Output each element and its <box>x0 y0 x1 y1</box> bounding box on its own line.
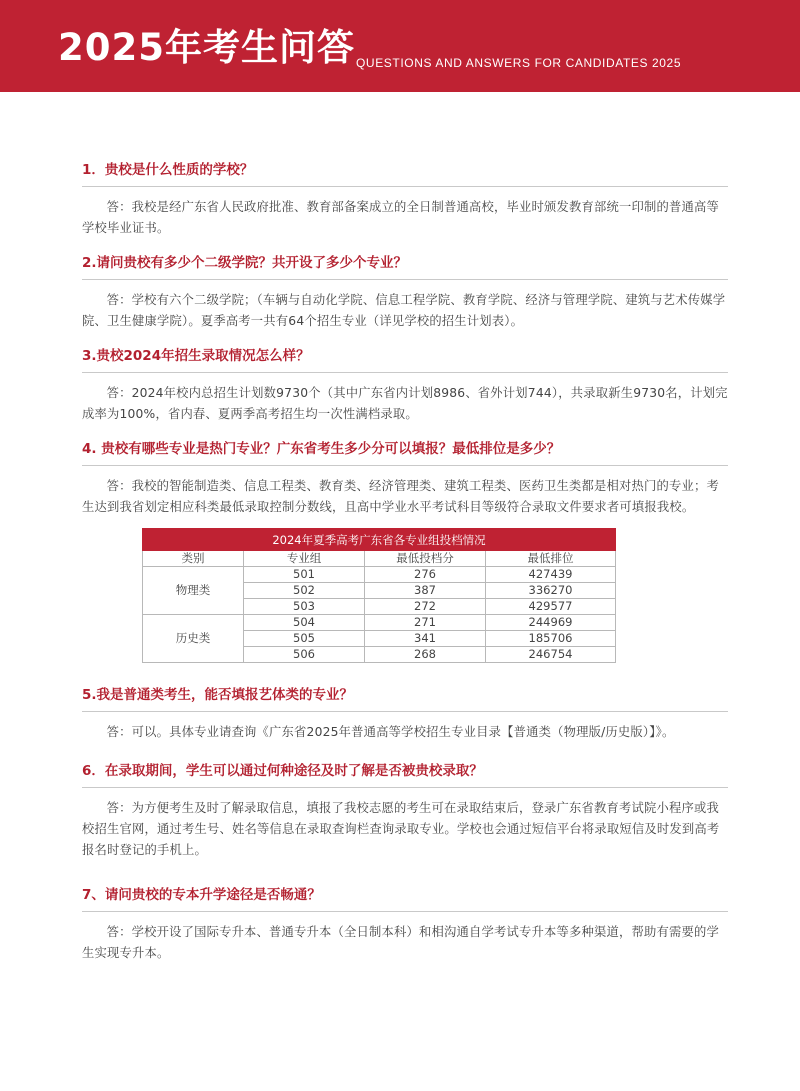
admission-table-wrap <box>142 528 616 663</box>
table-cell: 341 <box>365 631 486 647</box>
table-cell: 276 <box>365 567 486 583</box>
table-row <box>143 615 616 631</box>
page-title: 2025年考生问答 <box>58 26 355 69</box>
table-caption: 2024年夏季高考广东省各专业组投档情况 <box>143 529 616 551</box>
table-cell-category: 物理类 <box>143 567 244 615</box>
table-cell: 503 <box>244 599 365 615</box>
answer-4: 答：我校的智能制造类、信息工程类、教育类、经济管理类、建筑工程类、医药卫生类都是相对热门的专业；考生达到我省划定相应科类最低录取控制分数线，且高中学业水平考试科目等级符合录取文件要求者可填报我校。 <box>82 479 719 514</box>
question-6: 6．在录取期间，学生可以通过何种途径及时了解是否被贵校录取？ <box>82 761 728 788</box>
answer-3: 答：2024年校内总招生计划数9730个（其中广东省内计划8986、省外计划744），共录取新生9730名，计划完成率为100%，省内春、夏两季高考招生均一次性满档录取。 <box>82 386 728 421</box>
table-header-min-rank: 最低排位 <box>486 551 616 567</box>
admission-table <box>142 528 616 663</box>
answer-7: 答：学校开设了国际专升本、普通专升本（全日制本科）和相沟通自学考试专升本等多种渠道，帮助有需要的学生实现专升本。 <box>82 925 719 960</box>
table-cell: 427439 <box>486 567 616 583</box>
header-banner <box>0 0 800 92</box>
table-header-group: 专业组 <box>244 551 365 567</box>
table-cell: 272 <box>365 599 486 615</box>
table-header-row <box>143 551 616 567</box>
table-cell: 244969 <box>486 615 616 631</box>
answer-6: 答：为方便考生及时了解录取信息，填报了我校志愿的考生可在录取结束后，登录广东省教育考试院小程序或我校招生官网，通过考生号、姓名等信息在录取查询栏查询录取专业。学校也会通过短信平台将录取短信及时发到高考报名时登记的手机上。 <box>82 801 720 857</box>
page-subtitle: QUESTIONS AND ANSWERS FOR CANDIDATES 2025 <box>356 56 682 70</box>
qa-content <box>82 160 728 964</box>
answer-5: 答：可以。具体专业请查询《广东省2025年普通高等学校招生专业目录【普通类（物理版/历史版）】》。 <box>106 725 675 739</box>
table-row <box>143 567 616 583</box>
table-cell: 268 <box>365 647 486 663</box>
table-cell-category: 历史类 <box>143 615 244 663</box>
qa-item-3 <box>82 346 728 425</box>
qa-item-1 <box>82 160 728 239</box>
qa-item-5 <box>82 685 728 743</box>
qa-item-2 <box>82 253 728 332</box>
question-7: 7、请问贵校的专本升学途径是否畅通？ <box>82 885 728 912</box>
table-header-min-score: 最低投档分 <box>365 551 486 567</box>
table-cell: 185706 <box>486 631 616 647</box>
qa-item-7 <box>82 885 728 964</box>
question-2: 2.请问贵校有多少个二级学院？共开设了多少个专业？ <box>82 253 728 280</box>
table-header-category: 类别 <box>143 551 244 567</box>
table-cell: 504 <box>244 615 365 631</box>
question-5: 5.我是普通类考生，能否填报艺体类的专业？ <box>82 685 728 712</box>
table-cell: 506 <box>244 647 365 663</box>
table-cell: 505 <box>244 631 365 647</box>
answer-2: 答：学校有六个二级学院；（车辆与自动化学院、信息工程学院、教育学院、经济与管理学院、建筑与艺术传媒学院、卫生健康学院）。夏季高考一共有64个招生专业（详见学校的招生计划表）。 <box>82 293 726 328</box>
answer-1: 答：我校是经广东省人民政府批准、教育部备案成立的全日制普通高校，毕业时颁发教育部统一印制的普通高等学校毕业证书。 <box>82 200 719 235</box>
table-cell: 246754 <box>486 647 616 663</box>
table-cell: 271 <box>365 615 486 631</box>
qa-item-4 <box>82 439 728 663</box>
table-cell: 336270 <box>486 583 616 599</box>
table-cell: 502 <box>244 583 365 599</box>
qa-item-6 <box>82 761 728 861</box>
question-1: 1．贵校是什么性质的学校？ <box>82 160 728 187</box>
question-3: 3.贵校2024年招生录取情况怎么样？ <box>82 346 728 373</box>
question-4: 4. 贵校有哪些专业是热门专业？广东省考生多少分可以填报？最低排位是多少？ <box>82 439 728 466</box>
table-cell: 429577 <box>486 599 616 615</box>
table-cell: 387 <box>365 583 486 599</box>
table-cell: 501 <box>244 567 365 583</box>
